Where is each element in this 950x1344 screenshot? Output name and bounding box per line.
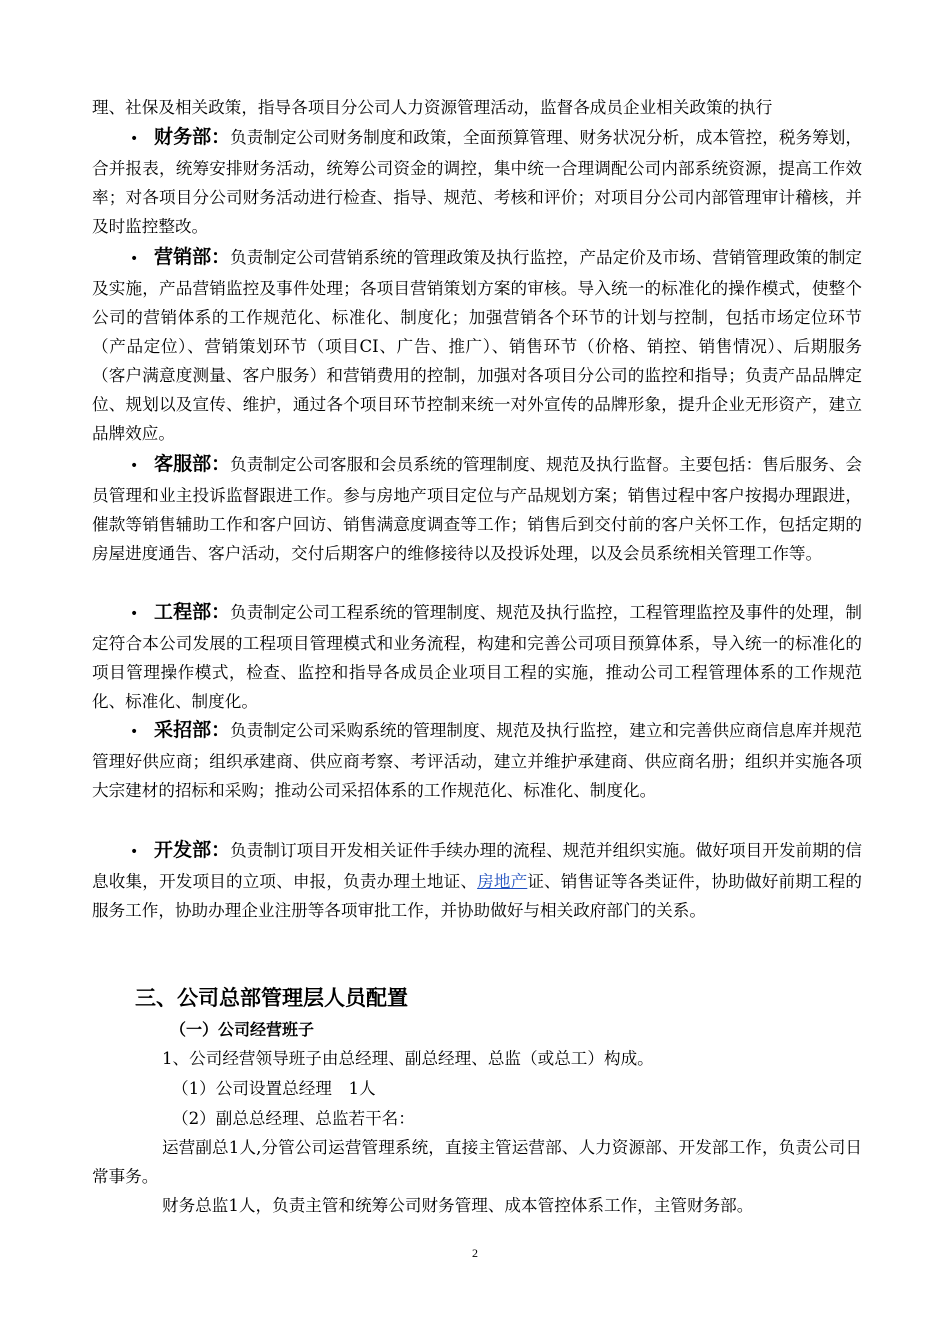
bullet-icon: •: [130, 844, 139, 860]
dept-text: 负责制定公司客服和会员系统的管理制度、规范及执行监督。主要包括：售后服务、会员管理和业主投诉监督跟进工作。参与房地产项目定位与产品规划方案；销售过程中客户按揭办理跟进，催款等销售辅助工作和客户回访、销售满意度调查等工作；销售后到交付前的客户关怀工作，包括定期的房屋进度通告、客户活动，交付后期客户的维修接待以及投诉处理，以及会员系统相关管理工作等。: [92, 455, 862, 563]
dept-term: 营销部：: [154, 246, 231, 268]
dept-development: [92, 836, 862, 925]
dept-term: 客服部：: [154, 453, 231, 475]
dept-term: 开发部：: [154, 839, 231, 861]
dept-text-continued: 证、销售证等各类证件，协助做好前期工程的服务工作，协助办理企业注册等各项审批工作，并协助做好与相关政府部门的关系。: [92, 872, 863, 920]
dept-text: 负责制订项目开发相关证件手续办理的流程、规范并组织实施。做好项目开发前期的信息收集，开发项目的立项、申报，负责办理土地证、: [92, 841, 862, 891]
real-estate-link[interactable]: 房地产: [477, 872, 528, 891]
bullet-icon: •: [130, 606, 139, 622]
bullet-icon: •: [130, 251, 139, 267]
bullet-icon: •: [130, 131, 139, 147]
dept-text: 负责制定公司工程系统的管理制度、规范及执行监控，工程管理监控及事件的处理，制定符合本公司发展的工程项目管理模式和业务流程，构建和完善公司项目预算体系，导入统一的标准化的项目管理操作模式，检查、监控和指导各成员企业项目工程的实施，推动公司工程管理体系的工作规范化、标准化、制度化。: [92, 603, 862, 711]
paragraph: 运营副总1人,分管公司运营管理系统，直接主管运营部、人力资源部、开发部工作，负责公司日常事务。: [92, 1138, 862, 1186]
dept-finance: [92, 123, 862, 241]
bullet-icon: •: [130, 458, 139, 474]
dept-engineering: [92, 598, 862, 716]
dept-term: 工程部：: [154, 601, 231, 623]
paragraph: 1、公司经营领导班子由总经理、副总经理、总监（或总工）构成。: [162, 1049, 654, 1068]
paragraph: （1）公司设置总经理 1人: [172, 1079, 376, 1098]
paragraph: 财务总监1人，负责主管和统筹公司财务管理、成本管控体系工作，主管财务部。: [162, 1196, 754, 1215]
bullet-icon: •: [130, 724, 139, 740]
page-number: 2: [472, 1246, 478, 1260]
dept-text: 负责制定公司营销系统的管理政策及执行监控，产品定价及市场、营销管理政策的制定及实施，产品营销监控及事件处理；各项目营销策划方案的审核。导入统一的标准化的操作模式，使整个公司的营销体系的工作规范化、标准化、制度化；加强营销各个环节的计划与控制，包括市场定位环节（产品定位）、营销策划环节（项目CI、广告、推广）、销售环节（价格、销控、销售情况）、后期服务（客户满意度测量、客户服务）和营销费用的控制，加强对各项目分公司的监控和指导；负责产品品牌定位、规划以及宣传、维护，通过各个项目环节控制来统一对外宣传的品牌形象，提升企业无形资产，建立品牌效应。: [92, 248, 862, 443]
dept-marketing: [92, 243, 862, 448]
paragraph: （2）副总总经理、总监若干名：: [172, 1109, 415, 1128]
section-heading: 三、公司总部管理层人员配置: [135, 986, 408, 1010]
dept-text: 负责制定公司采购系统的管理制度、规范及执行监控，建立和完善供应商信息库并规范管理好供应商；组织承建商、供应商考察、考评活动，建立并维护承建商、供应商名册；组织并实施各项大宗建材的招标和采购；推动公司采招体系的工作规范化、标准化、制度化。: [92, 721, 862, 800]
continued-paragraph: 理、社保及相关政策，指导各项目分公司人力资源管理活动，监督各成员企业相关政策的执行: [92, 98, 773, 117]
subsection-heading: （一）公司经营班子: [170, 1020, 315, 1039]
dept-text: 负责制定公司财务制度和政策，全面预算管理、财务状况分析，成本管控，税务筹划，合并报表，统筹安排财务活动，统筹公司资金的调控，集中统一合理调配公司内部系统资源，提高工作效率；对各项目分公司财务活动进行检查、指导、规范、考核和评价；对项目分公司内部管理审计稽核，并及时监控整改。: [92, 128, 862, 236]
dept-term: 财务部：: [154, 126, 231, 148]
dept-procurement: [92, 716, 862, 805]
dept-customer-service: [92, 450, 862, 568]
dept-term: 采招部：: [154, 719, 231, 741]
